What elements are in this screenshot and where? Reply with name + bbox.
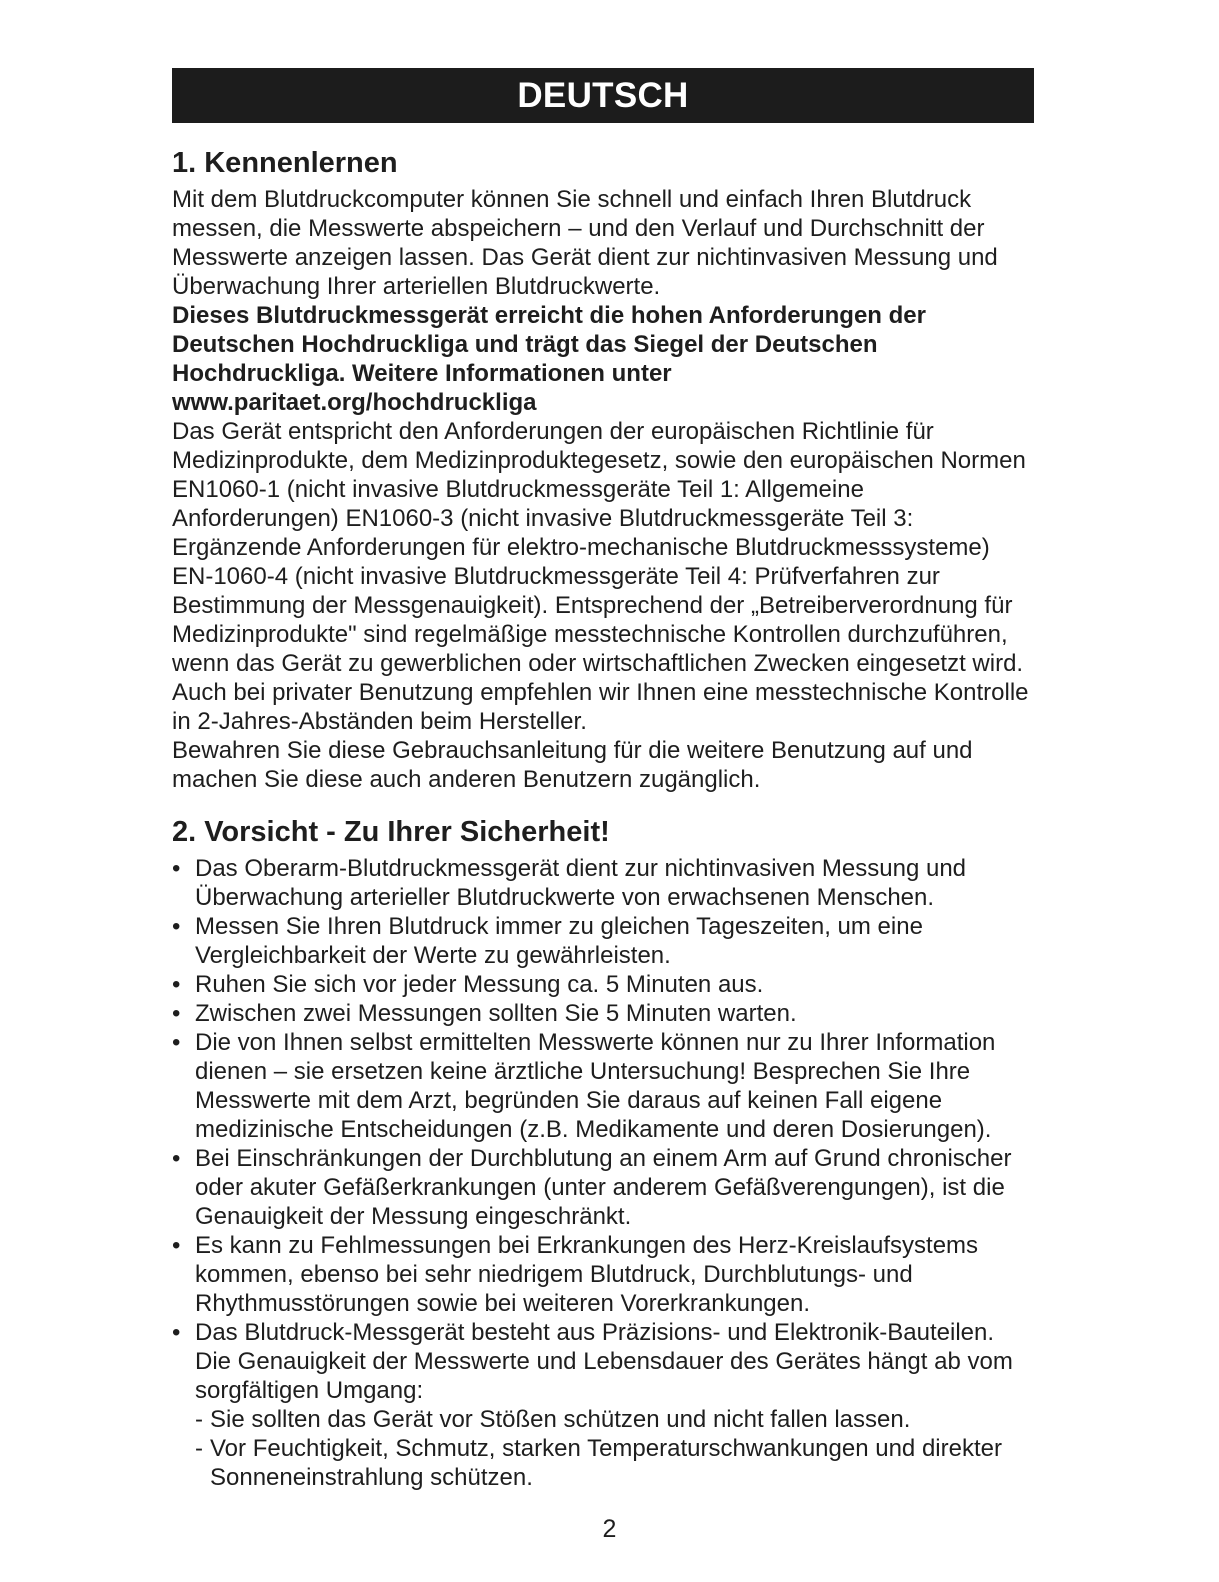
bullet-icon: • (172, 1145, 181, 1172)
sub-list-item (195, 1405, 1034, 1434)
list-item-text: Zwischen zwei Messungen sollten Sie 5 Minuten warten. (195, 1000, 797, 1027)
list-item-text: Messen Sie Ihren Blutdruck immer zu gleichen Tageszeiten, um eine Vergleichbarkeit der Werte zu gewährleisten. (195, 913, 923, 969)
list-item-text: Die von Ihnen selbst ermittelten Messwerte können nur zu Ihrer Information dienen – sie ersetzen keine ärztliche Untersuchung! Besprechen Sie Ihre Messwerte mit dem Arzt, begründen Sie daraus auf keinen Fall eigene medizinische Entscheidungen (z.B. Medikamente und deren Dosierungen). (195, 1029, 996, 1143)
bullet-icon: • (172, 1232, 181, 1259)
list-item-text: Das Oberarm-Blutdruckmessgerät dient zur nichtinvasiven Messung und Überwachung arterieller Blutdruckwerte von erwachsenen Menschen. (195, 855, 967, 911)
dash-icon: - (195, 1435, 203, 1462)
bullet-icon: • (172, 855, 181, 882)
list-item (172, 854, 1034, 912)
list-item-text: Ruhen Sie sich vor jeder Messung ca. 5 Minuten aus. (195, 971, 764, 998)
bullet-icon: • (172, 913, 181, 940)
section-2-heading: 2. Vorsicht - Zu Ihrer Sicherheit! (172, 816, 610, 848)
list-item-text: Das Blutdruck-Messgerät besteht aus Präzisions- und Elektronik-Bauteilen. Die Genauigkeit der Messwerte und Lebensdauer des Gerätes hängt ab vom sorgfältigen Umgang: (195, 1319, 1013, 1404)
list-item (172, 999, 1034, 1028)
bullet-icon: • (172, 1000, 181, 1027)
list-item (172, 912, 1034, 970)
sub-list-item-text: Sie sollten das Gerät vor Stößen schützen und nicht fallen lassen. (210, 1406, 911, 1433)
dash-icon: - (195, 1406, 203, 1433)
section-1-heading: 1. Kennenlernen (172, 147, 398, 179)
bullet-icon: • (172, 1319, 181, 1346)
list-item-text: Bei Einschränkungen der Durchblutung an einem Arm auf Grund chronischer oder akuter Gefäßerkrankungen (unter anderem Gefäßverengungen), ist die Genauigkeit der Messung eingeschränkt. (195, 1145, 1012, 1230)
section-1-hochdruckliga-paragraph: Dieses Blutdruckmessgerät erreicht die hohen Anforderungen der Deutschen Hochdruckliga und trägt das Siegel der Deutschen Hochdruckliga. Weitere Informationen unter www.paritaet.org/hochdruckliga (172, 302, 926, 416)
bullet-icon: • (172, 971, 181, 998)
sub-list-item-text: Vor Feuchtigkeit, Schmutz, starken Temperaturschwankungen und direkter Sonneneinstrahlung schützen. (210, 1435, 1002, 1491)
language-banner: DEUTSCH (172, 68, 1034, 123)
list-item (172, 1231, 1034, 1318)
list-item-text: Es kann zu Fehlmessungen bei Erkrankungen des Herz-Kreislaufsystems kommen, ebenso bei sehr niedrigem Blutdruck, Durchblutungs- und Rhythmusstörungen sowie bei weiteren Vorerkrankungen. (195, 1232, 979, 1317)
manual-page (172, 68, 1034, 1492)
list-item (172, 1318, 1034, 1492)
safety-bullet-list (172, 854, 1034, 1492)
section-1-keep-manual-paragraph: Bewahren Sie diese Gebrauchsanleitung für die weitere Benutzung auf und machen Sie diese auch anderen Benutzern zugänglich. (172, 737, 973, 793)
list-item (172, 1144, 1034, 1231)
list-item (172, 970, 1034, 999)
list-item (172, 1028, 1034, 1144)
section-1-intro-paragraph: Mit dem Blutdruckcomputer können Sie schnell und einfach Ihren Blutdruck messen, die Messwerte abspeichern – und den Verlauf und Durchschnitt der Messwerte anzeigen lassen. Das Gerät dient zur nichtinvasiven Messung und Überwachung Ihrer arteriellen Blutdruckwerte. (172, 186, 998, 300)
sub-list-item (195, 1434, 1034, 1492)
page-number: 2 (602, 1515, 617, 1543)
care-sub-list (195, 1405, 1034, 1492)
bullet-icon: • (172, 1029, 181, 1056)
section-1-standards-paragraph: Das Gerät entspricht den Anforderungen der europäischen Richtlinie für Medizinprodukte, dem Medizinproduktegesetz, sowie den europäischen Normen EN1060-1 (nicht invasive Blutdruckmessgeräte Teil 1: Allgemeine Anforderungen) EN1060-3 (nicht invasive Blutdruckmessgeräte Teil 3: Ergänzende Anforderungen für elektro-mechanische Blutdruckmesssysteme) EN-1060-4 (nicht invasive Blutdruckmessgeräte Teil 4: Prüfverfahren zur Bestimmung der Messgenauigkeit). Entsprechend der „Betreiberverordnung für Medizinprodukte" sind regelmäßige messtechnische Kontrollen durchzuführen, wenn das Gerät zu gewerblichen oder wirtschaftlichen Zwecken eingesetzt wird. Auch bei privater Benutzung empfehlen wir Ihnen eine messtechnische Kontrolle in 2-Jahres-Abständen beim Hersteller. (172, 418, 1029, 735)
